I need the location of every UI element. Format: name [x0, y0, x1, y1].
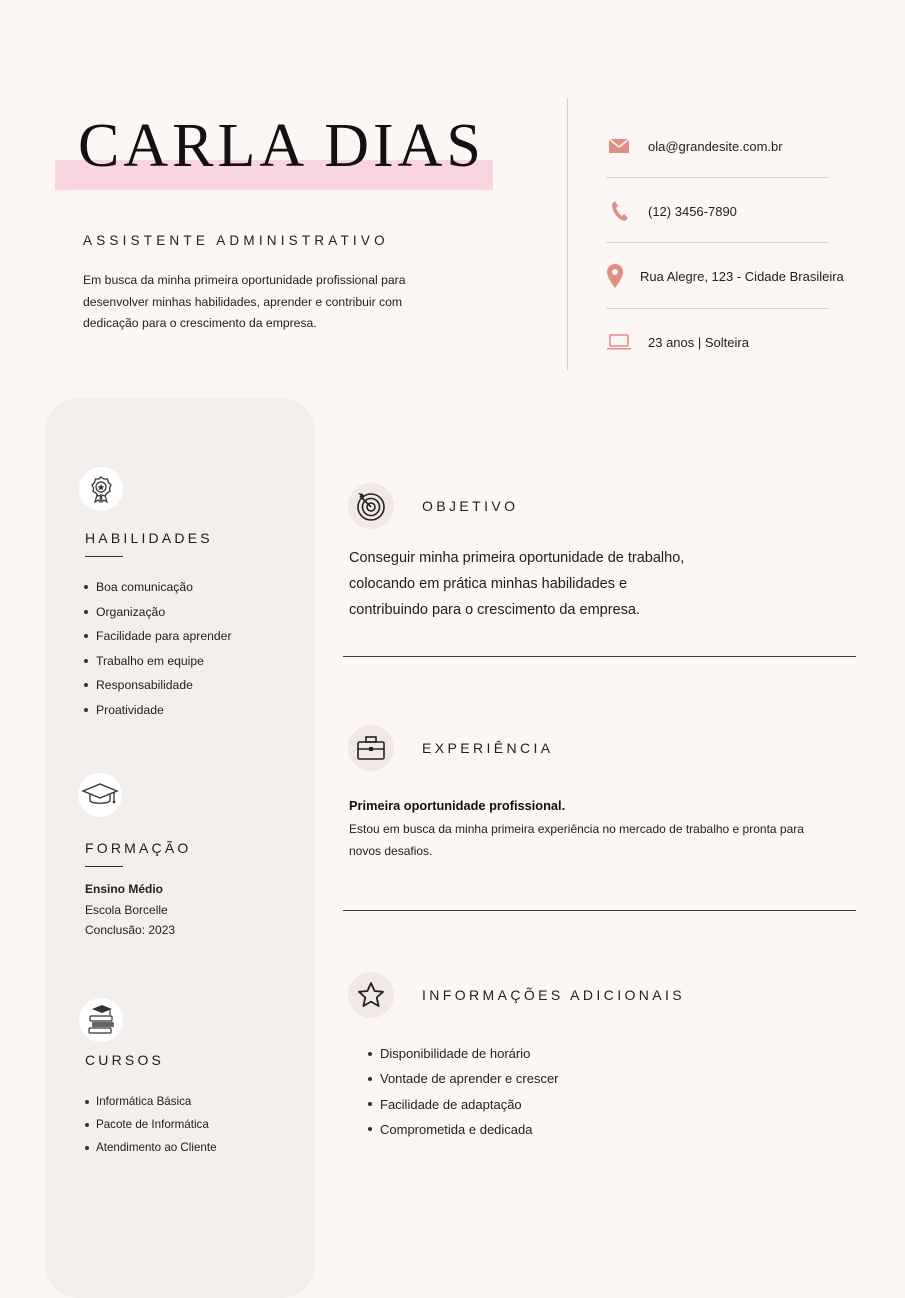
education-degree: Ensino Médio	[85, 882, 163, 896]
contact-address: Rua Alegre, 123 - Cidade Brasileira	[640, 268, 844, 284]
list-item: Boa comunicação	[82, 575, 232, 600]
experience-title: EXPERIÊNCIA	[422, 740, 554, 756]
courses-list	[83, 1090, 217, 1159]
phone-icon	[606, 198, 632, 224]
education-school: Escola Borcelle	[85, 902, 168, 917]
list-item: Comprometida e dedicada	[367, 1117, 559, 1142]
list-item: Facilidade para aprender	[82, 624, 232, 649]
education-rule	[85, 866, 123, 867]
objective-text: Conseguir minha primeira oportunidade de trabalho, colocando em prática minhas habilidades e contribuindo para o crescimento da empresa.	[349, 550, 685, 618]
location-pin-icon	[606, 263, 624, 289]
list-item: Pacote de Informática	[83, 1113, 217, 1136]
experience-description: Estou em busca da minha primeira experiência no mercado de trabalho e pronta para novos desafios.	[349, 822, 804, 858]
envelope-icon	[606, 133, 632, 159]
contact-separator	[606, 308, 829, 309]
list-item: Atendimento ao Cliente	[83, 1136, 217, 1159]
job-title: ASSISTENTE ADMINISTRATIVO	[83, 233, 389, 248]
header-divider	[567, 98, 568, 370]
skills-rule	[85, 556, 123, 557]
contact-separator	[606, 242, 829, 243]
contact-phone[interactable]: (12) 3456-7890	[648, 203, 737, 219]
list-item: Organização	[82, 600, 232, 625]
courses-title: CURSOS	[85, 1052, 165, 1068]
graduation-cap-icon	[78, 773, 122, 817]
contact-phone-row	[606, 196, 829, 226]
skills-title: HABILIDADES	[85, 530, 213, 546]
contact-personal-row	[606, 327, 829, 357]
list-item: Informática Básica	[83, 1090, 217, 1113]
award-ribbon-icon	[79, 467, 123, 511]
list-item: Vontade de aprender e crescer	[367, 1066, 559, 1091]
experience-role: Primeira oportunidade profissional.	[349, 798, 566, 813]
list-item: Proatividade	[82, 698, 232, 723]
education-completion: Conclusão: 2023	[85, 923, 176, 937]
section-rule	[343, 656, 856, 657]
books-stack-icon	[79, 998, 123, 1042]
education-title: FORMAÇÃO	[85, 840, 192, 856]
contact-personal-info: 23 anos | Solteira	[648, 334, 749, 350]
skills-list	[82, 575, 232, 722]
contact-email[interactable]: ola@grandesite.com.br	[648, 138, 783, 154]
list-item: Disponibilidade de horário	[367, 1041, 559, 1066]
laptop-icon	[606, 329, 632, 355]
additional-info-list	[367, 1041, 559, 1142]
list-item: Facilidade de adaptação	[367, 1092, 559, 1117]
list-item: Trabalho em equipe	[82, 649, 232, 674]
star-icon	[348, 972, 394, 1018]
candidate-name: CARLA DIAS	[78, 112, 485, 180]
additional-info-title: INFORMAÇÕES ADICIONAIS	[422, 987, 686, 1003]
target-icon	[348, 483, 394, 529]
contact-separator	[606, 177, 829, 178]
list-item: Responsabilidade	[82, 673, 232, 698]
briefcase-icon	[348, 725, 394, 771]
education-details	[85, 879, 175, 941]
profile-summary: Em busca da minha primeira oportunidade profissional para desenvolver minhas habilidades, aprender e contribuir com dedicação para o crescimento da empresa.	[83, 273, 406, 330]
objective-title: OBJETIVO	[422, 498, 519, 514]
section-rule	[343, 910, 856, 911]
contact-address-row	[606, 261, 844, 291]
contact-email-row	[606, 131, 829, 161]
